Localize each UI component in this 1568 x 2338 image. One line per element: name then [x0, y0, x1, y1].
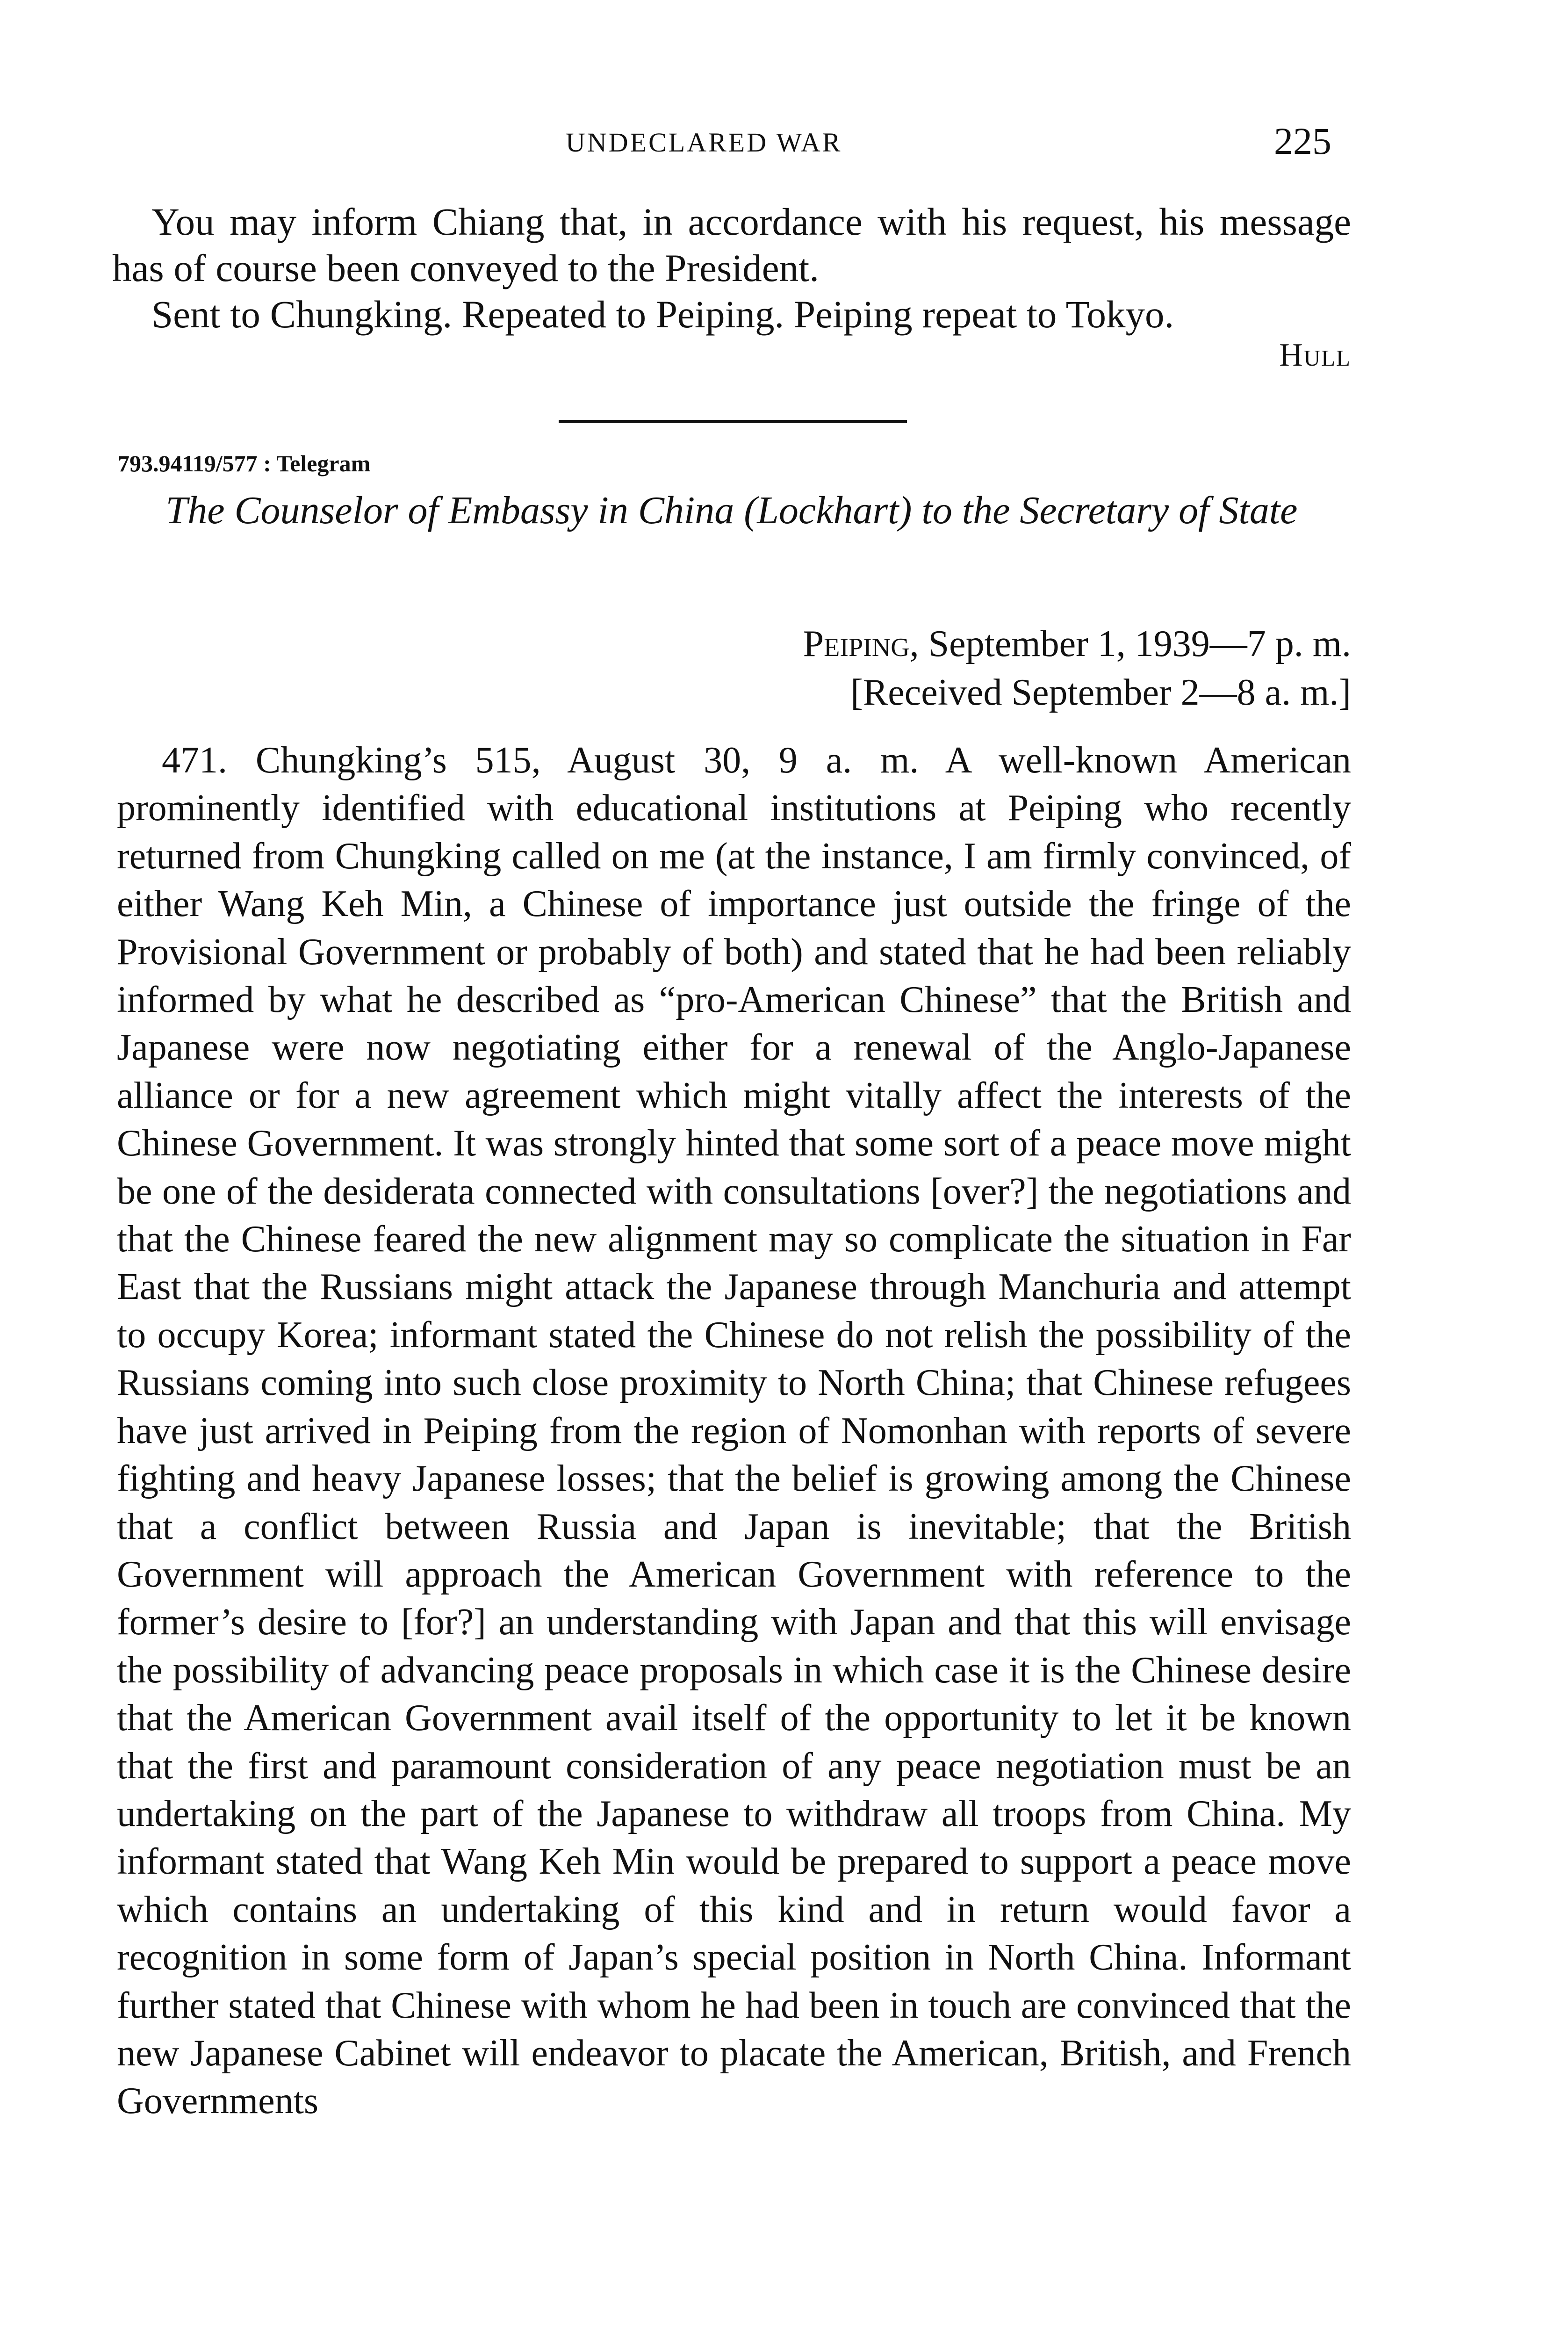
intro-paragraph: You may inform Chiang that, in accordance with his request, his message has of course been conveyed to the President.: [112, 200, 1351, 289]
dateline-place: Peiping: [803, 623, 910, 664]
body-paragraph: 471. Chungking’s 515, August 30, 9 a. m. A well-known American prominently identified with educational institutions at Peiping who recently returned from Chungking called on me (at the instance, I am firmly convinced, of either Wang Keh Min, a Chinese of importance just outside the fringe of the Provisional Government or probably of both) and stated that he had been reliably informed by what he described as “pro-American Chinese” that the British and Japanese were now negotiating either for a renewal of the Anglo-Japanese alliance or for a new agreement which might vitally affect the interests of the Chinese Government. It was strongly hinted that some sort of a peace move might be one of the desiderata connected with consultations [over?] the negotiations and that the Chinese feared the new alignment may so complicate the situation in Far East that the Russians might attack the Japanese through Manchuria and attempt to occupy Korea; informant stated the Chinese do not relish the possibility of the Russians coming into such close proximity to North China; that Chinese refugees have just arrived in Peiping from the region of Nomonhan with reports of severe fighting and heavy Japanese losses; that the belief is growing among the Chinese that a conflict between Russia and Japan is inevitable; that the British Government will approach the American Government with reference to the former’s desire to [for?] an understanding with Japan and that this will envisage the possibility of advancing peace proposals in which case it is the Chinese desire that the American Government avail itself of the opportunity to let it be known that the first and paramount consideration of any peace negotiation must be an undertaking on the part of the Japanese to withdraw all troops from China. My informant stated that Wang Keh Min would be prepared to support a peace move which contains an undertaking of this kind and in return would favor a recognition in some form of Japan’s special position in North China. Informant further stated that Chinese with whom he had been in touch are convinced that the new Japanese Cabinet will endeavor to placate the American, British, and French Governments: [117, 740, 1351, 2122]
signature: Hull: [1279, 337, 1351, 373]
intro-text: [112, 199, 1351, 338]
file-reference: 793.94119/577 : Telegram: [118, 450, 371, 476]
dateline-date: , September 1, 1939—7 p. m.: [909, 623, 1351, 664]
running-title: UNDECLARED WAR: [566, 127, 842, 158]
telegram-body: [117, 736, 1351, 2125]
dateline-received: [Received September 2—8 a. m.]: [850, 672, 1351, 713]
distribution-note: Sent to Chungking. Repeated to Peiping. Peiping repeat to Tokyo.: [151, 293, 1174, 336]
section-divider: [559, 420, 907, 423]
document-heading: The Counselor of Embassy in China (Lockhart) to the Secretary of State: [165, 489, 1298, 532]
dateline: [687, 620, 1351, 717]
dateline-sent: [687, 620, 1351, 668]
running-header: [0, 119, 1568, 162]
page-number: 225: [1274, 120, 1331, 162]
